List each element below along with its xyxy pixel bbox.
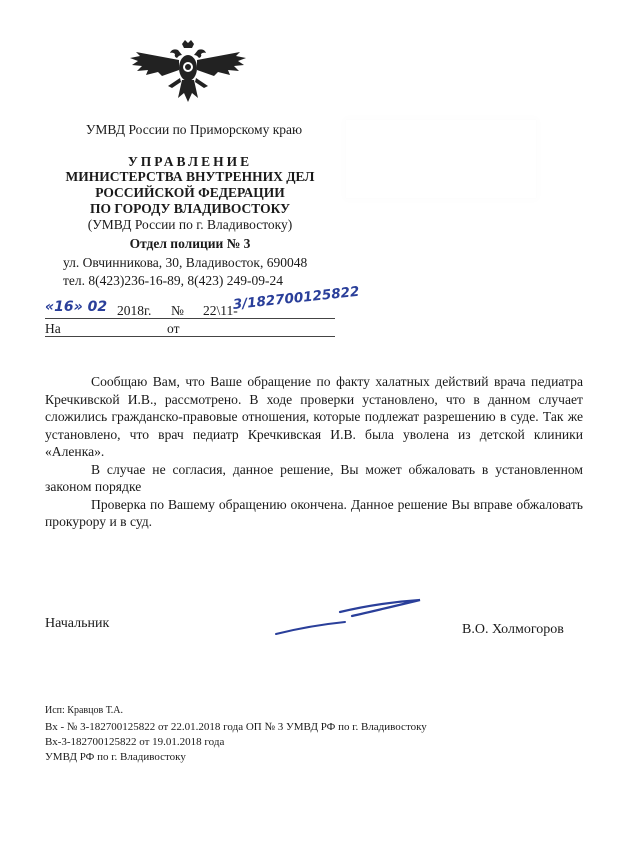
mvd-eagle-emblem-icon: [128, 38, 248, 118]
ot-label: от: [167, 321, 180, 336]
incoming-note-1: Вх - № 3-182700125822 от 22.01.2018 года ОП № 3 УМВД РФ по г. Владивостоку: [45, 721, 427, 733]
number-printed: 22\11-: [203, 303, 238, 318]
paragraph-3: Проверка по Вашему обращению окончена. Данное решение Вы вправе обжаловать прокурору и в суд.: [45, 496, 583, 529]
incoming-note-3: УМВД РФ по г. Владивостоку: [45, 751, 186, 763]
title-line-1: УПРАВЛЕНИЕ: [127, 154, 253, 169]
letter-body: [45, 373, 583, 531]
reference-underline: [45, 318, 335, 319]
short-name: (УМВД России по г. Владивостоку): [87, 217, 293, 232]
parent-organization: УМВД России по Приморскому краю: [85, 122, 303, 137]
signatory-name: В.О. Холмогоров: [462, 622, 564, 637]
executor-note: Исп: Кравцов Т.А.: [45, 705, 124, 716]
paragraph-2: В случае не согласия, данное решение, Вы может обжаловать в установленном законом порядке: [45, 461, 583, 494]
redacted-recipient-block: [346, 120, 536, 198]
handwritten-signature: [270, 596, 430, 642]
na-label: На: [45, 321, 61, 336]
number-handwritten: 3/182700125822: [232, 283, 361, 313]
paragraph-1: Сообщаю Вам, что Ваше обращение по факту халатных действий врача педиатра Кречкивской И.В., рассмотрено. В ходе проверки установлено, что в данном случает сложились гражданско-правовые отношения, которые подлежат разрешению в суде. Так же установлено, что врач педиатр Кречкивская И.В. была уволена из детской клиники «Аленка».: [45, 374, 583, 459]
date-year: 2018г.: [117, 303, 152, 318]
title-line-2: МИНИСТЕРСТВА ВНУТРЕННИХ ДЕЛ: [65, 169, 315, 184]
date-handwritten: «16» 02: [45, 299, 108, 315]
phones: тел. 8(423)236-16-89, 8(423) 249-09-24: [63, 273, 283, 288]
signatory-position: Начальник: [45, 616, 110, 631]
title-line-4: ПО ГОРОДУ ВЛАДИВОСТОКУ: [89, 201, 291, 216]
department-name: Отдел полиции № 3: [129, 236, 251, 251]
incoming-note-2: Вх-3-182700125822 от 19.01.2018 года: [45, 736, 225, 748]
address: ул. Овчинникова, 30, Владивосток, 690048: [63, 255, 308, 270]
number-label: №: [171, 303, 184, 318]
title-line-3: РОССИЙСКОЙ ФЕДЕРАЦИИ: [95, 185, 285, 200]
reply-to-underline: [45, 336, 335, 337]
